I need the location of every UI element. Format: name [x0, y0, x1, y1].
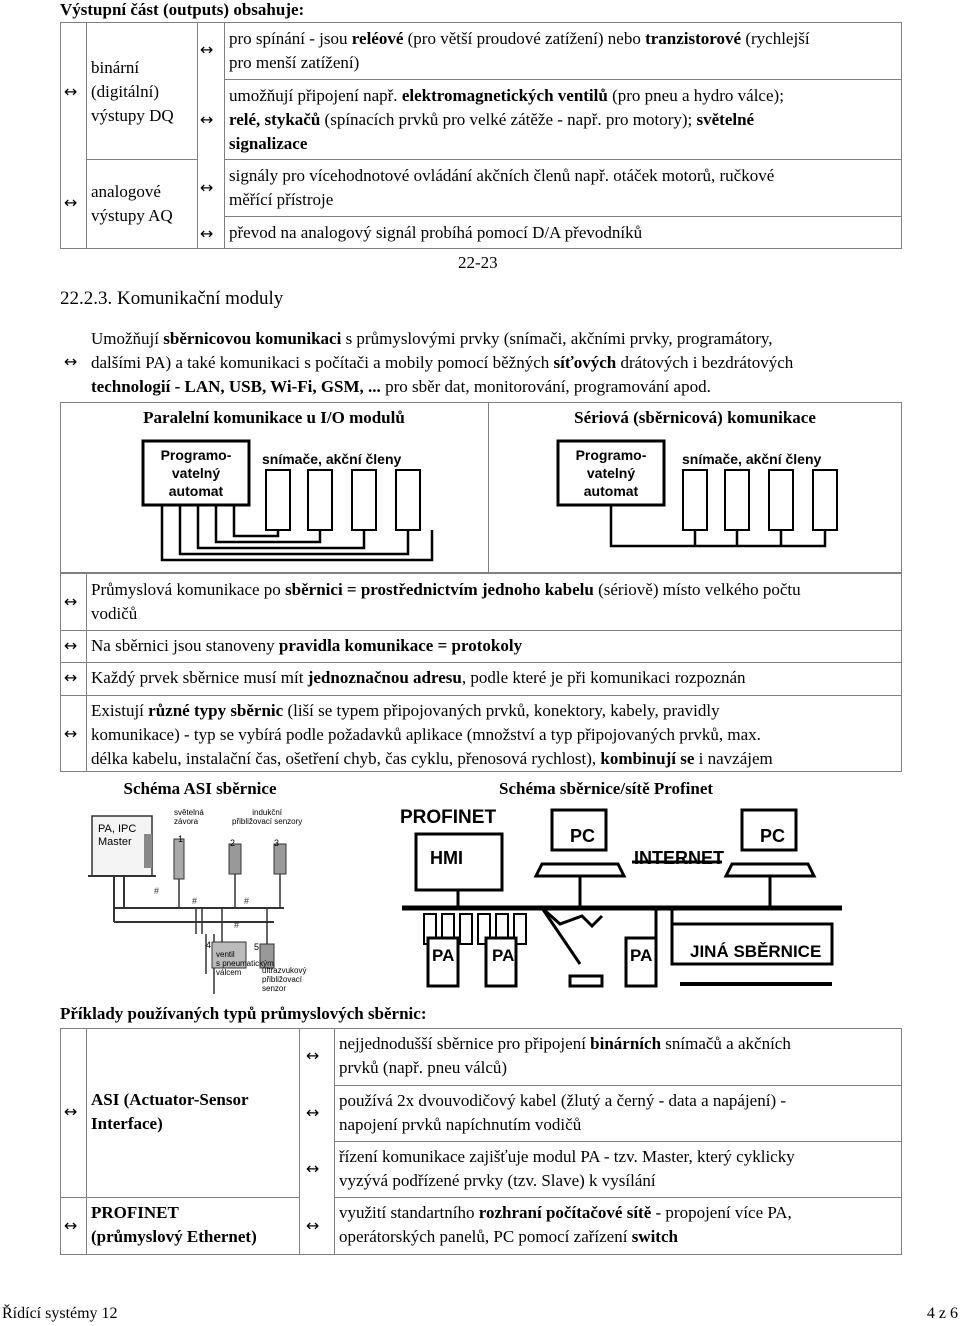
sensors-label-serial: snímače, akční členy [682, 451, 822, 467]
bus-item-1: Průmyslová komunikace po sběrnici = prostřednictvím jednoho kabelu (sériově) místo velkého počtu vodičů [91, 580, 801, 623]
arrow-icon: ↔ [200, 178, 214, 197]
arrow-icon: ↔ [200, 40, 214, 59]
asi-number-5: 5 [254, 942, 260, 952]
page-reference: 22-23 [458, 253, 498, 272]
asi-lamp-label: světelná závora [174, 808, 204, 826]
serial-title: Sériová (sběrnicová) komunikace [574, 408, 816, 427]
bus-item-4: Existují různé typy sběrnic (liší se typem připojovaných prvků, konektory, kabely, pravidly komunikace) - typ se vybírá podle požadavků aplikace (množství a typ připojovaných prvků, max. délka kabelu, instalační čas, ošetření chyb, čas cyklu, přenosová rychlost), kombinují se i navzájem [91, 701, 773, 768]
plc-label-serial: Programo- vatelný automat [575, 447, 647, 499]
binary-item-1: pro spínání - jsou reléové (pro větší proudové zatížení) nebo tranzistorové (rychlejší pro menší zatížení) [229, 29, 810, 72]
arrow-icon: ↔ [200, 224, 214, 243]
bus-divider-1 [60, 630, 87, 631]
asi-item-3: řízení komunikace zajišťuje modul PA - tzv. Master, který cyklicky vyzývá podřízené prvky (tzv. Slave) k vysílání [339, 1147, 795, 1190]
binary-label: binární (digitální) výstupy DQ [91, 58, 174, 125]
asi-schema-title: Schéma ASI sběrnice [123, 779, 277, 798]
asi-number-1: 1 [178, 834, 184, 844]
bus-item-2: Na sběrnici jsou stanoveny pravidla komunikace = protokoly [91, 636, 523, 655]
footer-left: Řídící systémy 12 [2, 1305, 118, 1322]
bus-divider-2 [60, 662, 87, 663]
asi-number-3: 3 [274, 838, 280, 848]
profinet-name: PROFINET (průmyslový Ethernet) [91, 1203, 257, 1246]
asi-ultrasonic-label: ultrazvukový přibližovací senzor [262, 966, 307, 993]
binary-item-2: umožňují připojení např. elektromagnetických ventilů (pro pneu a hydro válce); relé, stykačů (spínacích prvků pro velké zátěže - např. pro motory); světelné signalizace [229, 86, 784, 153]
pa3-label: PA [630, 946, 653, 965]
svg-text:#: # [192, 896, 198, 906]
svg-text:#: # [244, 896, 250, 906]
arrow-icon: ↔ [64, 592, 78, 611]
arrow-icon: ↔ [64, 1102, 78, 1121]
plc-label: Programo- vatelný automat [160, 447, 232, 499]
arrow-icon: ↔ [64, 668, 78, 687]
outputs-heading: Výstupní část (outputs) obsahuje: [60, 0, 305, 19]
asi-master-label: PA, IPC Master [98, 823, 137, 848]
pc2-label: PC [760, 826, 786, 846]
arrow-icon: ↔ [306, 1046, 320, 1065]
arrow-icon: ↔ [64, 1216, 78, 1235]
bus-divider-3 [60, 695, 87, 696]
arrow-icon: ↔ [64, 724, 78, 743]
pc1-label: PC [570, 826, 596, 846]
arrow-icon: ↔ [306, 1159, 320, 1178]
profinet-item: využití standartního rozhraní počítačové sítě - propojení více PA, operátorských panelů, PC pomocí zařízení switch [339, 1203, 792, 1246]
asi-item-1: nejjednodušší sběrnice pro připojení binárních snímačů a akčních prvků (např. pneu válců) [339, 1034, 791, 1077]
arrow-icon: ↔ [64, 82, 78, 101]
asi-name: ASI (Actuator-Sensor Interface) [91, 1090, 249, 1133]
asi-valve-label: ventil s pneumatickým válcem [216, 950, 274, 977]
bus-item-3: Každý prvek sběrnice musí mít jednoznačnou adresu, podle které je při komunikaci rozpoznán [91, 668, 746, 687]
asi-inductive-label: indukční přibližovací senzory [232, 808, 303, 826]
examples-divider [60, 1197, 87, 1198]
profinet-label: PROFINET [400, 807, 497, 828]
analog-item-2: převod na analogový signál probíhá pomocí D/A převodníků [229, 223, 643, 242]
internet-label: INTERNET [634, 848, 724, 868]
asi-item-2: používá 2x dvouvodičový kabel (žlutý a černý - data a napájení) - napojení prvků napíchnutím vodičů [339, 1091, 787, 1134]
asi-number-2: 2 [230, 838, 236, 848]
section-title: 22.2.3. Komunikační moduly [60, 288, 284, 309]
hmi-label: HMI [430, 848, 463, 868]
comm-intro: Umožňují sběrnicovou komunikaci s průmyslovými prvky (snímači, akčními prvky, programátory, dalšími PA) a také komunikaci s počítači a mobily pomocí běžných síťových drátových i bezdrátových technologií - LAN, USB, Wi-Fi, GSM, ... pro sběr dat, monitorování, programování apod. [91, 329, 794, 396]
parallel-title: Paralelní komunikace u I/O modulů [143, 408, 405, 427]
other-bus-label: JINÁ SBĚRNICE [690, 942, 822, 961]
analog-item-1: signály pro vícehodnotové ovládání akčních členů např. otáček motorů, ručkové měřící přístroje [229, 166, 775, 209]
arrow-icon: ↔ [200, 110, 214, 129]
arrow-icon: ↔ [306, 1216, 320, 1235]
analog-label: analogové výstupy AQ [91, 182, 173, 225]
asi-number-4: 4 [206, 940, 212, 950]
footer-right: 4 z 6 [926, 1305, 958, 1322]
sensors-label: snímače, akční členy [262, 451, 402, 467]
pa1-label: PA [432, 946, 455, 965]
svg-text:#: # [234, 920, 240, 930]
profinet-schema-title: Schéma sběrnice/sítě Profinet [499, 779, 714, 798]
pa2-label: PA [492, 946, 515, 965]
arrow-icon: ↔ [306, 1103, 320, 1122]
svg-text:#: # [154, 886, 160, 896]
arrow-icon: ↔ [64, 352, 78, 371]
arrow-icon: ↔ [64, 636, 78, 655]
arrow-icon: ↔ [64, 193, 78, 212]
examples-heading: Příklady používaných typů průmyslových sběrnic: [60, 1004, 427, 1023]
